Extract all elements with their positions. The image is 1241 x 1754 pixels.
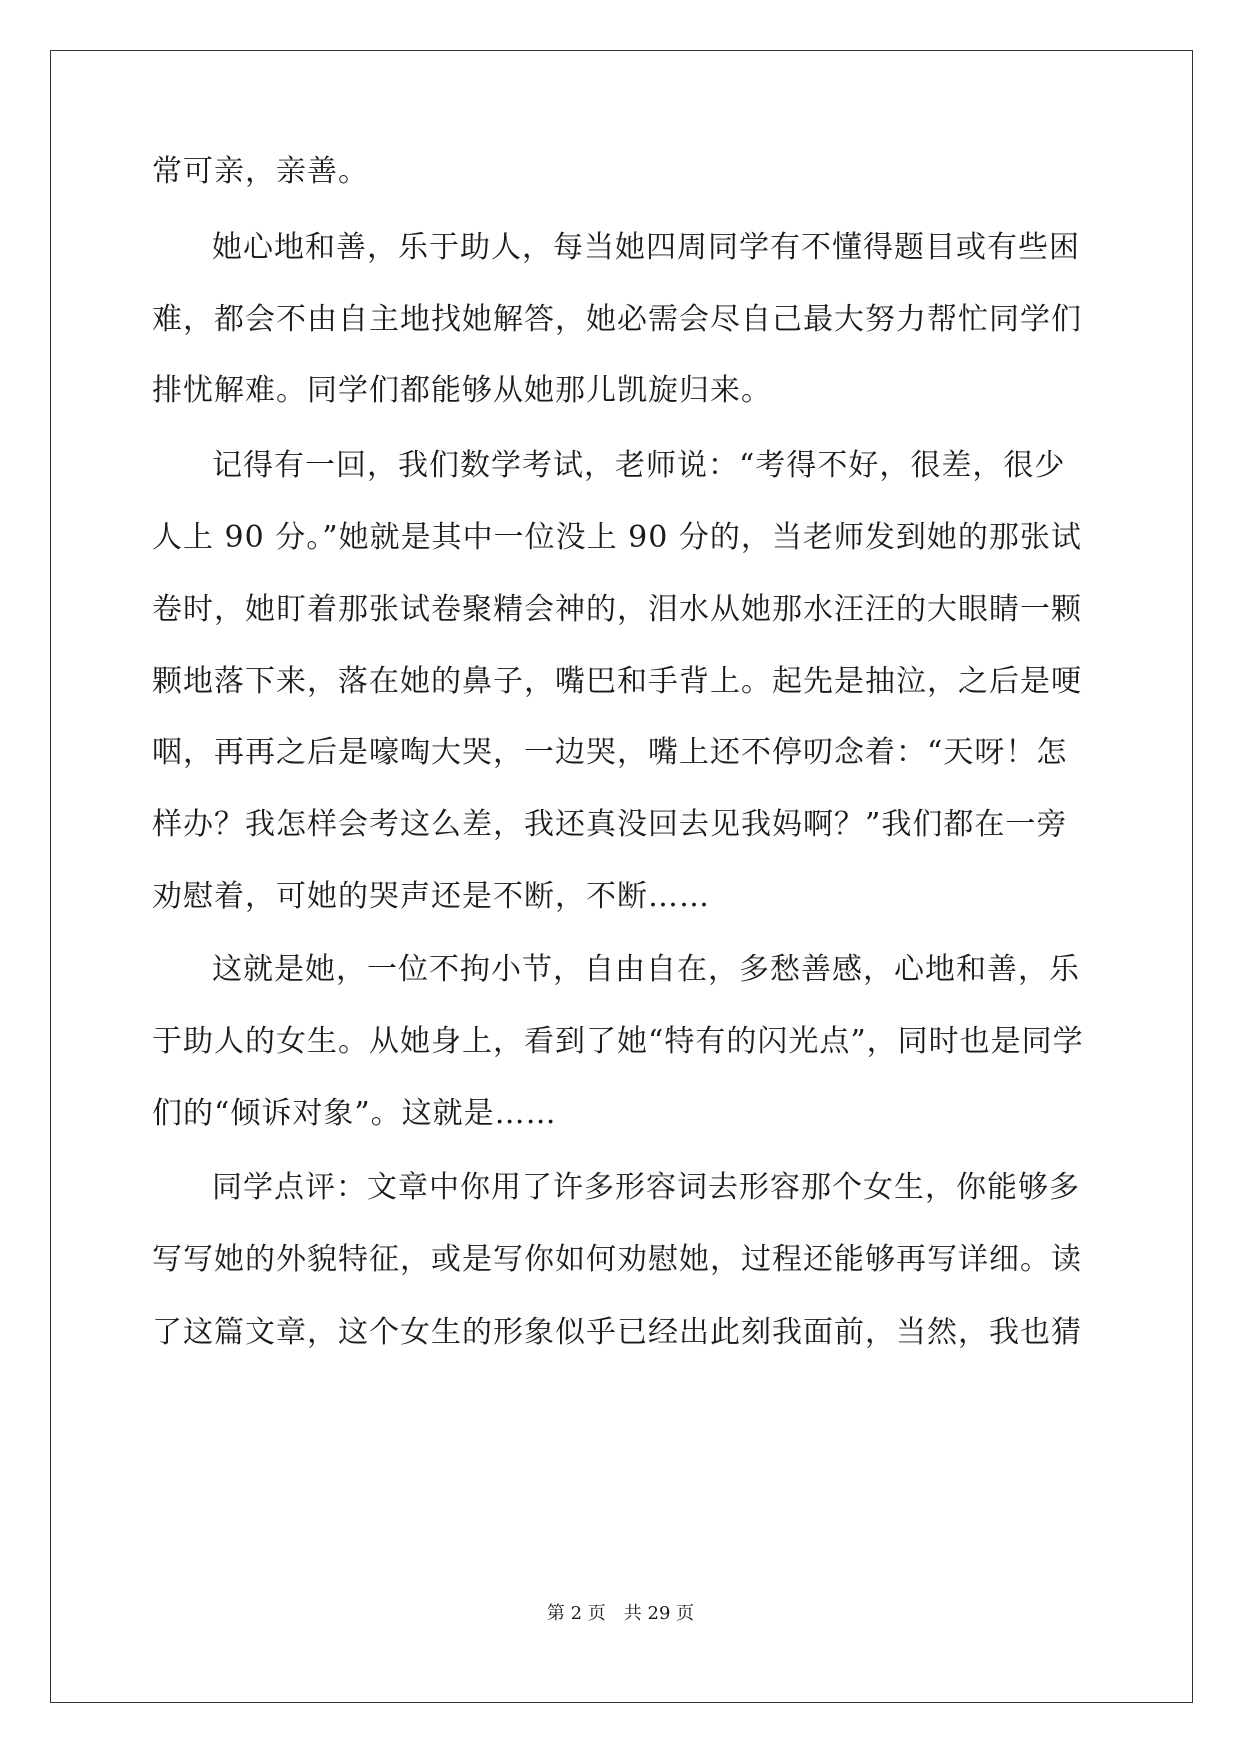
- text-line: 难，都会不由自主地找她解答，她必需会尽自己最大努力帮忙同学们: [152, 302, 1082, 337]
- paragraph-start-line: 她心地和善，乐于助人，每当她四周同学有不懂得题目或有些困: [212, 230, 1080, 265]
- text-line: 排忧解难。同学们都能够从她那儿凯旋归来。: [152, 373, 772, 408]
- text-line: 颗地落下来，落在她的鼻子，嘴巴和手背上。起先是抽泣，之后是哽: [152, 664, 1082, 699]
- text-line: 写写她的外貌特征，或是写你如何劝慰她，过程还能够再写详细。读: [152, 1242, 1082, 1277]
- page-number-footer: 第 2 页 共 29 页: [546, 1603, 695, 1624]
- text-line: 于助人的女生。从她身上，看到了她“特有的闪光点”，同时也是同学: [152, 1024, 1084, 1059]
- paragraph-start-line: 记得有一回，我们数学考试，老师说：“考得不好，很差，很少: [212, 448, 1066, 483]
- text-line: 咽，再再之后是嚎啕大哭，一边哭，嘴上还不停叨念着：“天呀！怎: [152, 735, 1068, 770]
- text-line: 常可亲，亲善。: [152, 154, 369, 189]
- text-line: 了这篇文章，这个女生的形象似乎已经出此刻我面前，当然，我也猜: [152, 1315, 1082, 1350]
- text-line: 样办？我怎样会考这么差，我还真没回去见我妈啊？”我们都在一旁: [152, 807, 1068, 842]
- paragraph-start-line: 这就是她，一位不拘小节，自由自在，多愁善感，心地和善，乐: [212, 952, 1080, 987]
- text-line: 卷时，她盯着那张试卷聚精会神的，泪水从她那水汪汪的大眼睛一颗: [152, 592, 1082, 627]
- paragraph-start-line: 同学点评：文章中你用了许多形容词去形容那个女生，你能够多: [212, 1170, 1080, 1205]
- text-line: 劝慰着，可她的哭声还是不断，不断……: [152, 879, 710, 914]
- text-line: 们的“倾诉对象”。这就是……: [152, 1096, 557, 1131]
- text-line: 人上 90 分。”她就是其中一位没上 90 分的，当老师发到她的那张试: [152, 520, 1082, 555]
